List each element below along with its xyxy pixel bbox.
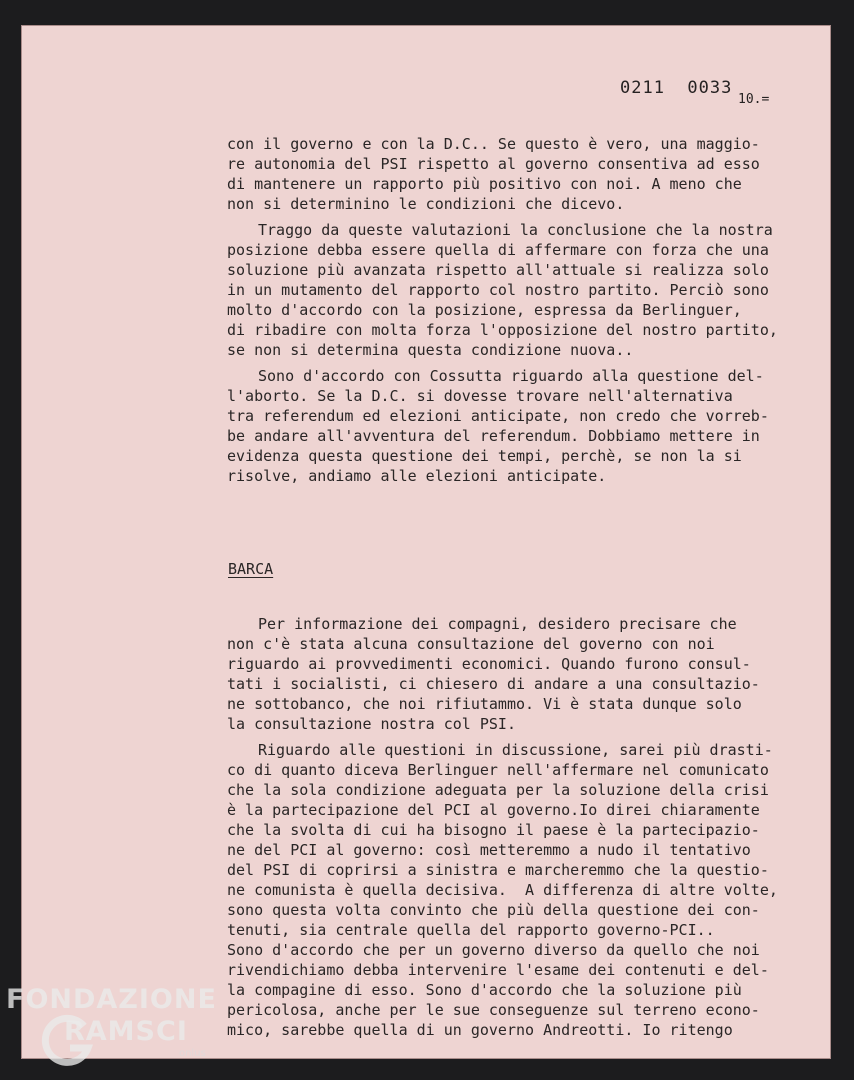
text-line: tra referendum ed elezioni anticipate, non credo che vorreb- (227, 407, 769, 425)
text-line: risolve, andiamo alle elezioni anticipate. (227, 467, 607, 485)
text-line: Traggo da queste valutazioni la conclusione che la nostra (258, 221, 773, 239)
text-line: l'aborto. Se la D.C. si dovesse trovare nell'alternativa (227, 387, 733, 405)
text-line: ne del PCI al governo: così metteremmo a nudo il tentativo (227, 841, 751, 859)
text-line: che la svolta di cui ha bisogno il paese è la partecipazio- (227, 821, 760, 839)
text-line: con il governo e con la D.C.. Se questo è vero, una maggio- (227, 135, 760, 153)
text-line: soluzione più avanzata rispetto all'attuale si realizza solo (227, 261, 769, 279)
text-line: co di quanto diceva Berlinguer nell'affermare nel comunicato (227, 761, 769, 779)
text-line: non si determinino le condizioni che dicevo. (227, 195, 625, 213)
text-line: è la partecipazione del PCI al governo.Io direi chiaramente (227, 801, 760, 819)
text-line: Sono d'accordo con Cossutta riguardo alla questione del- (258, 367, 764, 385)
text-line: sono questa volta convinto che più della questione dei con- (227, 901, 760, 919)
speaker-heading: BARCA (228, 560, 274, 578)
text-line: riguardo ai provvedimenti economici. Quando furono consul- (227, 655, 751, 673)
text-line: Riguardo alle questioni in discussione, sarei più drasti- (258, 741, 773, 759)
text-line: Per informazione dei compagni, desidero precisare che (258, 615, 737, 633)
text-line: la compagine di esso. Sono d'accordo che la soluzione più (227, 981, 742, 999)
text-line: la consultazione nostra col PSI. (227, 715, 516, 733)
text-line: rivendichiamo debba intervenire l'esame dei contenuti e del- (227, 961, 769, 979)
text-line: ne comunista è quella decisiva. A differenza di altre volte, (227, 881, 778, 899)
text-line: mico, sarebbe quella di un governo Andreotti. Io ritengo (227, 1021, 733, 1039)
text-line: del PSI di coprirsi a sinistra e marcheremmo che la questio- (227, 861, 769, 879)
watermark-line1: FONDAZIONE (6, 984, 217, 1015)
text-line: tati i socialisti, ci chiesero di andare a una consultazio- (227, 675, 760, 693)
text-line: tenuti, sia centrale quella del rapporto governo-PCI.. (227, 921, 715, 939)
text-line: Sono d'accordo che per un governo diverso da quello che noi (227, 941, 760, 959)
text-line: evidenza questa questione dei tempi, perchè, se non la si (227, 447, 742, 465)
watermark-suffix: onlus (179, 1048, 206, 1059)
text-line: be andare all'avventura del referendum. Dobbiamo mettere in (227, 427, 760, 445)
text-line: posizione debba essere quella di affermare con forza che una (227, 241, 769, 259)
text-line: di mantenere un rapporto più positivo con noi. A meno che (227, 175, 742, 193)
text-line: non c'è stata alcuna consultazione del governo con noi (227, 635, 715, 653)
text-line: pericolosa, anche per le sue conseguenze sul terreno econo- (227, 1001, 760, 1019)
text-line: ne sottobanco, che noi rifiutammo. Vi è stata dunque solo (227, 695, 742, 713)
text-line: in un mutamento del rapporto col nostro partito. Perciò sono (227, 281, 769, 299)
text-line: molto d'accordo con la posizione, espressa da Berlinguer, (227, 301, 742, 319)
page-number: 10.= (738, 92, 770, 107)
archive-code: 0211 0033 (620, 78, 733, 98)
watermark-line2: RAMSCI (64, 1016, 188, 1047)
text-line: che la sola condizione adeguata per la soluzione della crisi (227, 781, 769, 799)
text-line: se non si determina questa condizione nuova.. (227, 341, 634, 359)
text-line: re autonomia del PSI rispetto al governo consentiva ad esso (227, 155, 760, 173)
text-line: di ribadire con molta forza l'opposizione del nostro partito, (227, 321, 778, 339)
fondazione-gramsci-watermark (6, 984, 226, 1074)
